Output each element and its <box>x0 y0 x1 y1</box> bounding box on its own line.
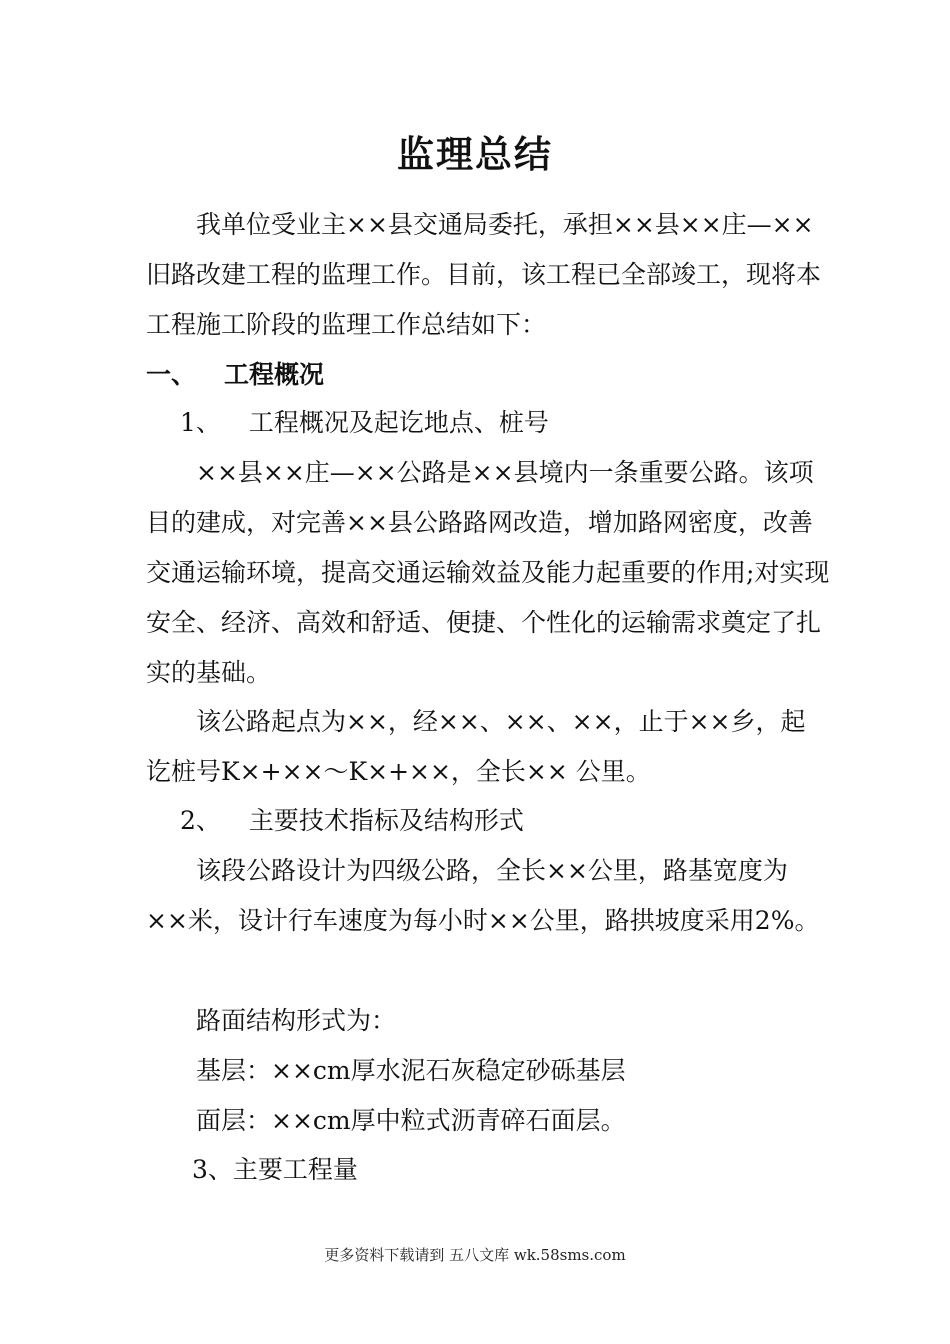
section-number: 一、 <box>146 360 197 389</box>
design-paragraph: 该段公路设计为四级公路，全长××公里，路基宽度为××米，设计行车速度为每小时××公里，路拱坡度采用2%。 <box>146 856 820 935</box>
subsection-title: 主要技术指标及结构形式 <box>248 806 524 835</box>
section-title: 工程概况 <box>224 360 325 389</box>
subsection-number: 1、 <box>180 408 221 437</box>
subsection-title: 工程概况及起讫地点、桩号 <box>248 408 549 437</box>
importance-paragraph: ××县××庄—××公路是××县境内一条重要公路。该项目的建成，对完善××县公路路网改造，增加路网密度，改善交通运输环境，提高交通运输效益及能力起重要的作用;对实现安全、经济、高效和舒适、便捷、个性化的运输需求奠定了扎实的基础。 <box>146 458 830 687</box>
subsection-heading-2 <box>180 804 524 838</box>
intro-paragraph: 我单位受业主××县交通局委托，承担××县××庄—××旧路改建工程的监理工作。目前，该工程已全部竣工，现将本工程施工阶段的监理工作总结如下： <box>146 210 822 339</box>
subsection-heading-3: 3、主要工程量 <box>192 1155 358 1184</box>
section-heading-overview <box>146 358 324 392</box>
subsection-heading-1 <box>180 406 549 440</box>
footer-download-note: 更多资料下载请到 五八文库 wk.58sms.com <box>324 1246 626 1264</box>
surface-layer-line: 面层：××cm厚中粒式沥青碎石面层。 <box>196 1106 626 1135</box>
structure-intro-line: 路面结构形式为： <box>196 1006 397 1035</box>
document-title: 监理总结 <box>397 133 553 176</box>
subsection-number: 2、 <box>180 806 221 835</box>
route-paragraph: 该公路起点为××，经××、××、××，止于××乡，起讫桩号K×+××～K×+××，全长×× 公里。 <box>146 707 806 786</box>
base-layer-line: 基层：××cm厚水泥石灰稳定砂砾基层 <box>196 1056 626 1085</box>
